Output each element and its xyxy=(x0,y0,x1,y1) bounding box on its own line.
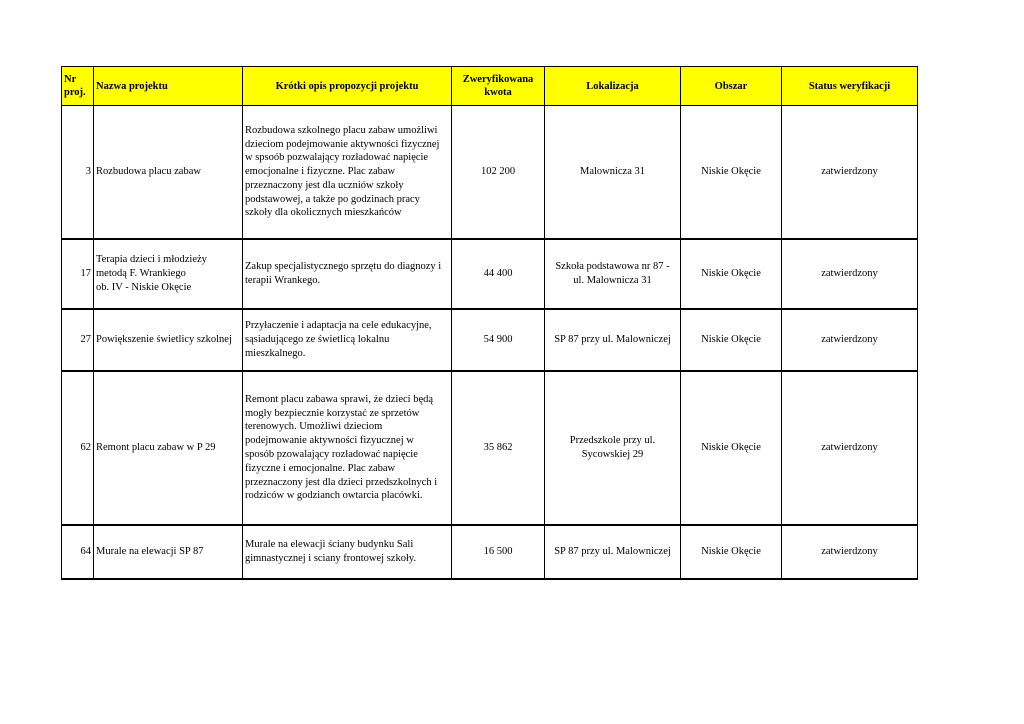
cell-status: zatwierdzony xyxy=(782,309,918,371)
table-header-row xyxy=(62,67,918,106)
description-line: Rozbudowa szkolnego placu zabaw umożliwi xyxy=(245,124,438,136)
cell-status: zatwierdzony xyxy=(782,239,918,309)
header-nr xyxy=(62,67,94,106)
description-line: sposób pzowalający rozładować napięcie xyxy=(245,449,418,460)
cell-description xyxy=(243,309,452,371)
table-row xyxy=(62,239,918,309)
cell-amount: 54 900 xyxy=(452,309,545,371)
cell-nr: 17 xyxy=(62,239,94,309)
header-amount xyxy=(452,67,545,106)
cell-amount: 44 400 xyxy=(452,239,545,309)
location-line: Malownicza 31 xyxy=(579,166,646,178)
project-name-line: Powiększenie świetlicy szkolnej xyxy=(96,334,232,346)
description-line: w spsoób pozwalający rozładować napięcie xyxy=(245,152,429,164)
project-name-line: Terapia dzieci i młodzieży xyxy=(96,254,207,266)
description-line: podstawowej, a także po godzinach pracy xyxy=(245,193,420,205)
cell-description xyxy=(243,106,452,240)
cell-area: Niskie Okęcie xyxy=(681,309,782,371)
location-line: SP 87 przy ul. Malowniczej xyxy=(554,334,671,346)
cell-location xyxy=(545,309,681,371)
cell-location xyxy=(545,239,681,309)
cell-description xyxy=(243,371,452,525)
cell-area: Niskie Okęcie xyxy=(681,371,782,525)
cell-location xyxy=(545,371,681,525)
cell-area: Niskie Okęcie xyxy=(681,106,782,240)
header-nr-line-2: proj. xyxy=(64,87,86,98)
cell-project-name xyxy=(94,371,243,525)
header-project-name: Nazwa projektu xyxy=(94,67,243,106)
cell-location xyxy=(545,106,681,240)
description-line: rodziców w godzianch owtarcia placówki. xyxy=(245,490,423,502)
description-line: Remont placu zabawa sprawi, że dzieci będą xyxy=(245,393,434,405)
cell-amount: 35 862 xyxy=(452,371,545,525)
description-line: Przyłaczenie i adaptacja na cele edukacyjne, xyxy=(245,320,432,332)
project-name-line: Remont placu zabaw w P 29 xyxy=(96,442,216,454)
description-line: fizyczne i emocjonalne. Plac zabaw xyxy=(245,462,396,474)
project-name-line: Rozbudowa placu zabaw xyxy=(96,166,201,178)
description-line: Murale na elewacji ściany budynku Sali xyxy=(245,539,414,551)
cell-location xyxy=(545,525,681,579)
header-amount-line-2: kwota xyxy=(484,87,512,98)
cell-project-name xyxy=(94,309,243,371)
description-line: mogły bezpiecznie korzystać ze sprzetów xyxy=(245,407,420,419)
location-line: Sycowskiej 29 xyxy=(581,449,644,460)
header-nr-line-1: Nr xyxy=(64,74,77,85)
cell-amount: 102 200 xyxy=(452,106,545,240)
description-line: przeznaczony jest dla dzieci przedszkolnych i xyxy=(245,476,438,488)
project-name-line: metodą F. Wrankiego xyxy=(96,268,186,280)
cell-status: zatwierdzony xyxy=(782,371,918,525)
header-amount-line-1: Zweryfikowana xyxy=(462,74,534,85)
description-line: terapii Wrankego. xyxy=(245,275,321,286)
cell-project-name xyxy=(94,239,243,309)
projects-table xyxy=(61,66,918,580)
description-line: przeznaczony jest dla uczniów szkoły xyxy=(245,179,404,191)
cell-nr: 3 xyxy=(62,106,94,240)
table-row xyxy=(62,525,918,579)
location-line: Szkoła podstawowa nr 87 - xyxy=(555,261,670,273)
description-line: sąsiadującego ze świetlicą lokalnu xyxy=(245,334,390,346)
header-status: Status weryfikacji xyxy=(782,67,918,106)
cell-project-name xyxy=(94,106,243,240)
description-line: mieszkalnego. xyxy=(245,347,306,359)
header-area: Obszar xyxy=(681,67,782,106)
table-row xyxy=(62,309,918,371)
description-line: szkoły dla okolicznych mieszkańców xyxy=(245,207,402,219)
cell-area: Niskie Okęcie xyxy=(681,525,782,579)
description-line: terenowych. Umożliwi dzieciom xyxy=(245,421,383,433)
cell-project-name xyxy=(94,525,243,579)
cell-description xyxy=(243,525,452,579)
description-line: dzieciom podejmowanie aktywności fizycznej xyxy=(245,138,440,150)
location-line: Przedszkole przy ul. xyxy=(569,435,656,447)
cell-status: zatwierdzony xyxy=(782,525,918,579)
description-line: emocjonalne i fizyczne. Plac zabaw xyxy=(245,166,396,178)
project-name-line: ob. IV - Niskie Okęcie xyxy=(96,281,192,293)
description-line: podejmowanie aktywności fizyucznej w xyxy=(245,435,414,447)
cell-area: Niskie Okęcie xyxy=(681,239,782,309)
project-name-line: Murale na elewacji SP 87 xyxy=(96,546,204,558)
table-row xyxy=(62,371,918,525)
header-location: Lokalizacja xyxy=(545,67,681,106)
cell-nr: 64 xyxy=(62,525,94,579)
cell-nr: 62 xyxy=(62,371,94,525)
location-line: SP 87 przy ul. Malowniczej xyxy=(554,546,671,558)
cell-nr: 27 xyxy=(62,309,94,371)
cell-amount: 16 500 xyxy=(452,525,545,579)
location-line: ul. Malownicza 31 xyxy=(573,275,652,286)
description-line: gimnastycznej i sciany frontowej szkoły. xyxy=(245,553,417,564)
table-row xyxy=(62,106,918,240)
cell-status: zatwierdzony xyxy=(782,106,918,240)
cell-description xyxy=(243,239,452,309)
description-line: Zakup specjalistycznego sprzętu do diagnozy i xyxy=(245,261,442,273)
header-description: Krótki opis propozycji projektu xyxy=(243,67,452,106)
